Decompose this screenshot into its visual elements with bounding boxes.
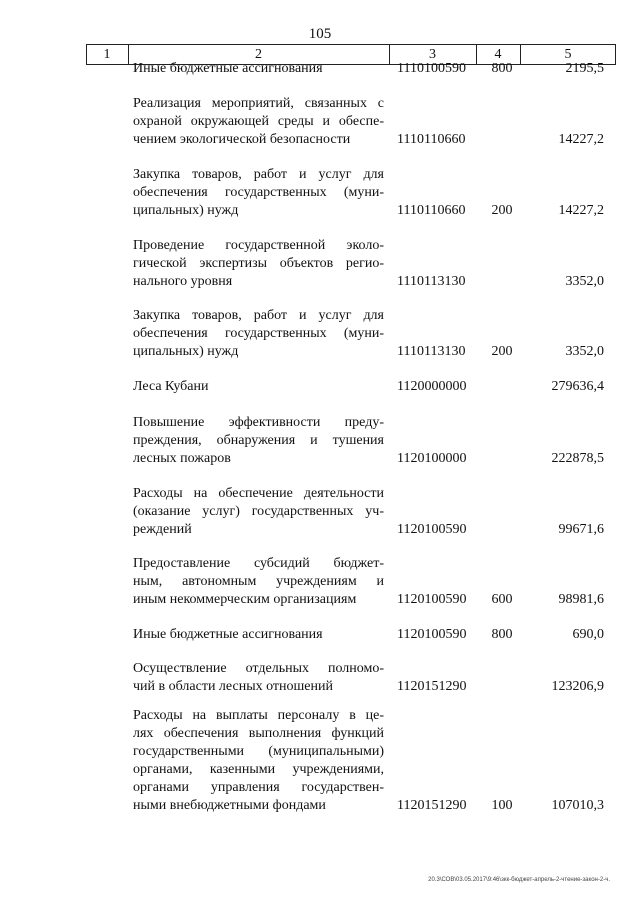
row-code: 1110110660 [397,132,466,147]
description-line: Проведение государственной эколо- [133,238,384,253]
description-line: Закупка товаров, работ и услуг для [133,167,384,182]
description-line: лесных пожаров [133,451,231,466]
description-line: чением экологической безопасности [133,132,351,147]
row-amount: 3352,0 [565,274,604,289]
description-line: Осуществление отдельных полномо- [133,661,384,676]
row-description [133,237,384,291]
description-line: лях обеспечения выполнения функций [133,726,384,741]
row-description [133,555,384,609]
description-line: Иные бюджетные ассигнования [133,61,323,76]
table-row [0,555,640,609]
table-row [0,707,640,815]
row-code: 1120100590 [397,627,467,642]
header-col-4: 4 [494,47,502,62]
row-amount: 14227,2 [558,132,604,147]
row-amount: 279636,4 [551,379,604,394]
description-line: ципальных) нужд [133,344,239,359]
row-amount: 123206,9 [551,679,604,694]
description-line: реждений [133,522,192,537]
description-line: государственными (муниципальными) [133,744,384,759]
row-code: 1110100590 [397,61,466,76]
row-amount: 222878,5 [551,451,604,466]
description-line: (оказание услуг) государственных уч- [133,504,384,519]
row-code: 1120000000 [397,379,467,394]
table-row [0,378,640,396]
table-row [0,307,640,361]
header-col-2: 2 [255,47,262,62]
row-description [133,414,384,468]
description-line: Повышение эффективности преду- [133,415,384,430]
description-line: органами, казенными учреждениями, [133,762,384,777]
row-amount: 690,0 [572,627,604,642]
row-type: 800 [491,627,513,642]
description-line: Реализация мероприятий, связанных с [133,96,384,111]
row-code: 1120100590 [397,522,467,537]
row-code: 1120151290 [397,798,467,813]
row-code: 1110113130 [397,344,466,359]
row-description [133,660,384,696]
row-type: 800 [491,61,513,76]
row-description [133,626,384,644]
description-line: Предоставление субсидий бюджет- [133,556,384,571]
description-line: обеспечения государственных (муни- [133,185,384,200]
row-description [133,378,384,396]
description-line: обеспечения государственных (муни- [133,326,384,341]
row-description [133,166,384,220]
row-amount: 107010,3 [551,798,604,813]
header-col-3: 3 [429,47,436,62]
page-number: 105 [308,26,332,42]
row-amount: 98981,6 [558,592,604,607]
row-type: 100 [491,798,513,813]
row-code: 1120100590 [397,592,467,607]
row-description [133,485,384,539]
description-line: Закупка товаров, работ и услуг для [133,308,384,323]
description-line: ципальных) нужд [133,203,239,218]
description-line: преждения, обнаружения и тушения [133,433,384,448]
description-line: нального уровня [133,274,233,289]
footer-path: 20.3\СОВ\03.05.2017\9:46\зкк-бюджет-апрель-2-чтение-закон-2-ч. [428,877,610,883]
description-line: ным, автономным учреждениям и [133,574,384,589]
description-line: гической экспертизы объектов регио- [133,256,384,271]
description-line: ными внебюджетными фондами [133,798,326,813]
row-amount: 3352,0 [565,344,604,359]
description-line: органами управления государствен- [133,780,384,795]
row-amount: 2195,5 [565,61,604,76]
row-description [133,60,384,78]
table-row [0,485,640,539]
row-description [133,95,384,149]
row-code: 1120100000 [397,451,467,466]
row-code: 1120151290 [397,679,467,694]
row-description [133,307,384,361]
table-row [0,95,640,149]
description-line: Иные бюджетные ассигнования [133,627,323,642]
row-code: 1110113130 [397,274,466,289]
row-amount: 14227,2 [558,203,604,218]
description-line: Леса Кубани [133,379,209,394]
table-row [0,237,640,291]
table-row [0,660,640,696]
row-type: 200 [491,344,513,359]
row-type: 600 [491,592,513,607]
table-row [0,166,640,220]
table-row [0,414,640,468]
row-type: 200 [491,203,513,218]
row-code: 1110110660 [397,203,466,218]
description-line: Расходы на обеспечение деятельности [133,486,384,501]
header-col-5: 5 [564,47,572,62]
description-line: чий в области лесных отношений [133,679,333,694]
description-line: Расходы на выплаты персоналу в це- [133,708,384,723]
row-description [133,707,384,815]
table-row [0,60,640,78]
row-amount: 99671,6 [558,522,604,537]
description-line: охраной окружающей среды и обеспе- [133,114,384,129]
table-row [0,626,640,644]
header-col-1: 1 [103,47,111,62]
description-line: иным некоммерческим организациям [133,592,357,607]
